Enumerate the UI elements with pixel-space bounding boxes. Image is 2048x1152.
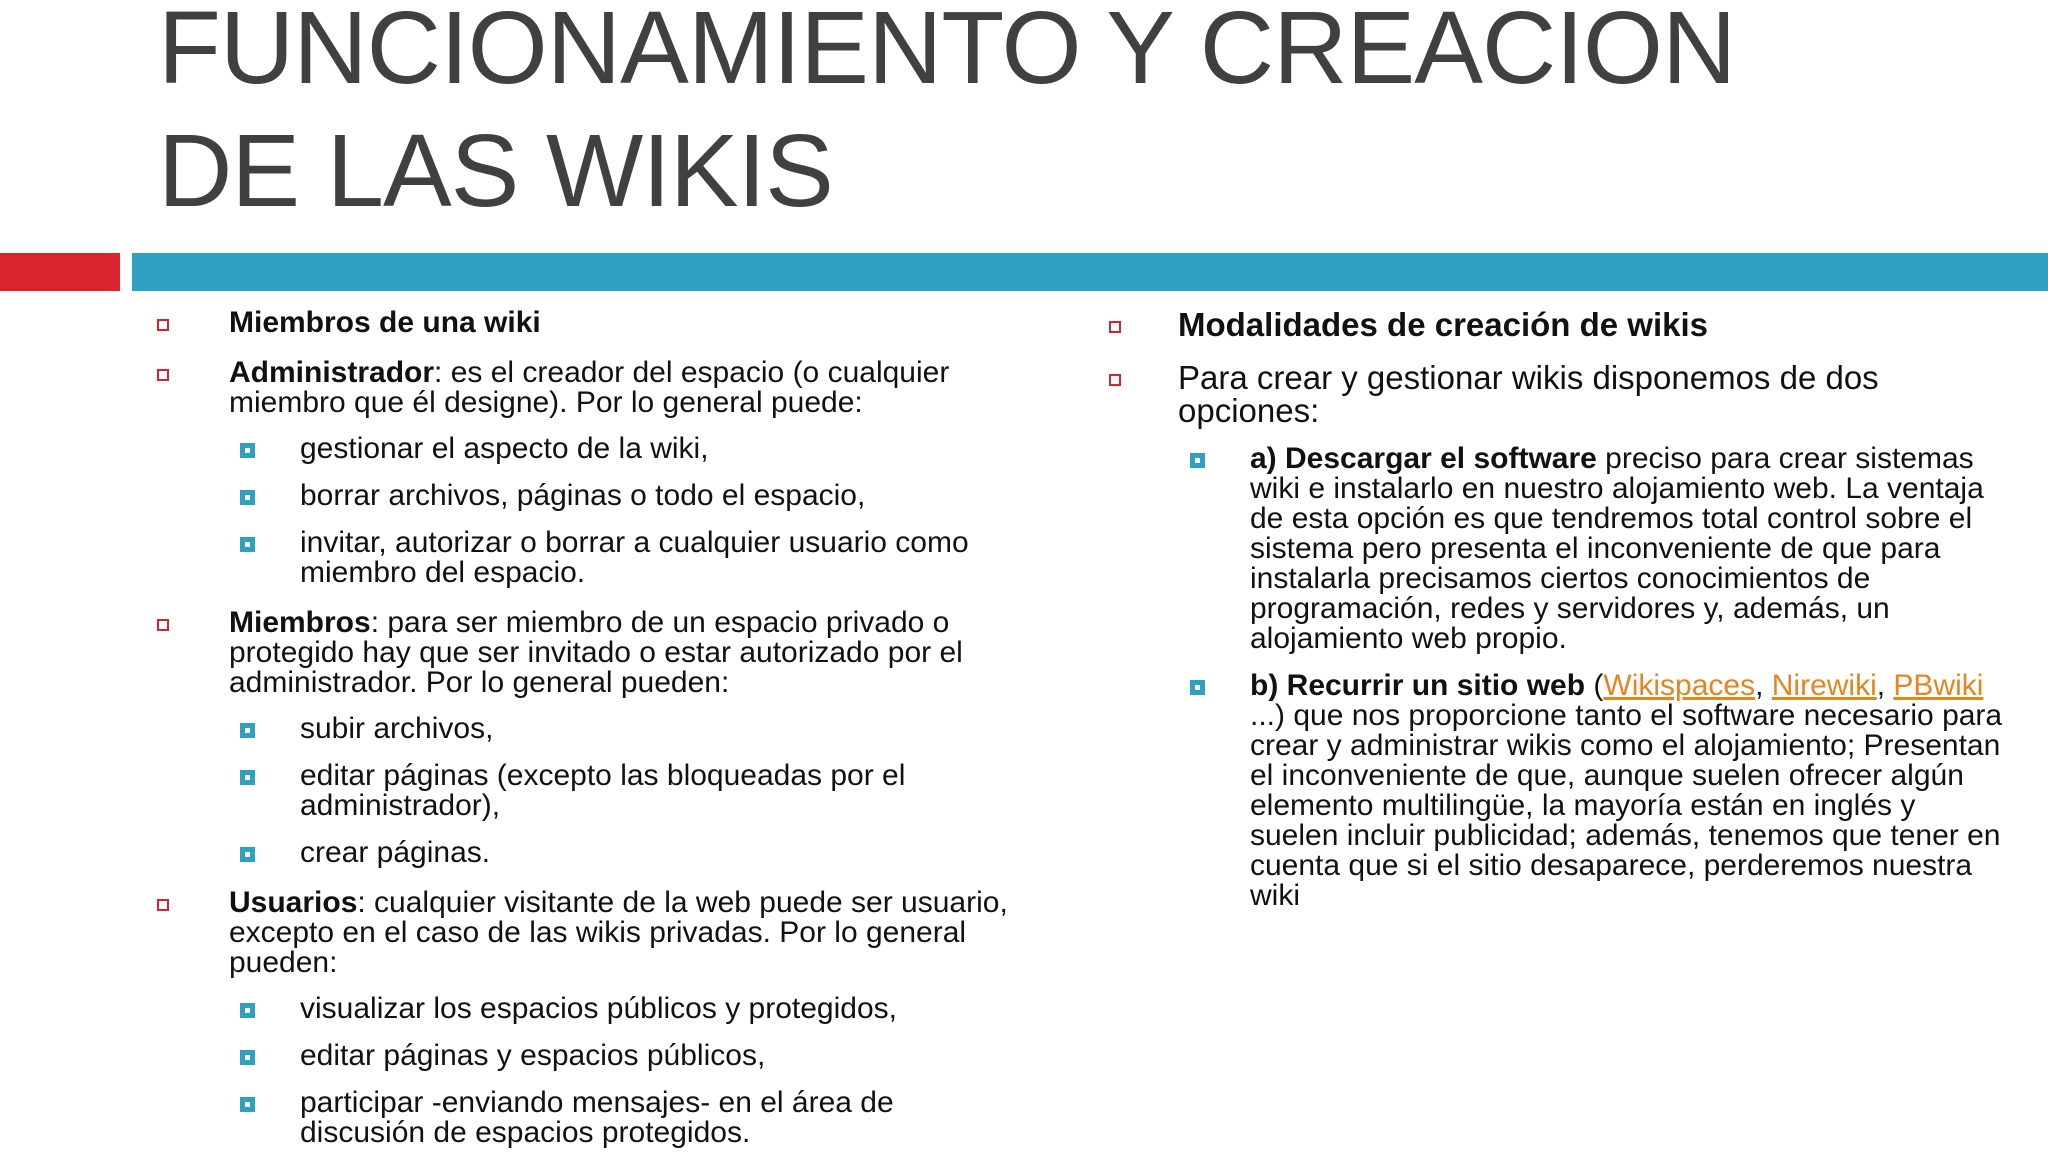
list-item-users — [155, 888, 1015, 978]
sub-item — [155, 481, 1015, 511]
sub-item — [155, 1088, 1015, 1148]
slide-title — [158, 0, 1958, 232]
separator: , — [1755, 669, 1772, 702]
option-b-item — [1105, 671, 2005, 911]
accent-bar-red — [0, 253, 120, 291]
list-item-intro — [1105, 361, 2005, 427]
square-bullet-icon — [1109, 321, 1121, 333]
filled-square-bullet-icon — [240, 443, 255, 458]
square-bullet-icon — [1109, 374, 1121, 386]
users-label: Usuarios — [229, 886, 358, 919]
admin-text: : es el creador del espacio (o cualquier miembro que él designe). Por lo general puede: — [229, 356, 950, 419]
list-item-creation-heading — [1105, 308, 2005, 341]
filled-square-bullet-icon — [1190, 453, 1205, 468]
option-b-open-paren: ( — [1585, 669, 1604, 702]
wikispaces-link[interactable]: Wikispaces — [1603, 669, 1756, 702]
option-b-label: b) Recurrir un sitio web — [1250, 669, 1586, 702]
sub-item-text: editar páginas y espacios públicos, — [300, 1039, 766, 1072]
square-bullet-icon — [157, 619, 169, 631]
sub-item-text: crear páginas. — [300, 836, 491, 869]
list-item-admin — [155, 358, 1015, 418]
list-item-members — [155, 608, 1015, 698]
sub-item-text: invitar, autorizar o borrar a cualquier usuario como miembro del espacio. — [300, 526, 969, 589]
square-bullet-icon — [157, 369, 169, 381]
users-text: : cualquier visitante de la web puede ser usuario, excepto en el caso de las wikis privadas. Por lo general pueden: — [229, 886, 1008, 979]
title-line-1: FUNCIONAMIENTO Y CREACION — [158, 0, 1736, 105]
filled-square-bullet-icon — [240, 1050, 255, 1065]
option-a-label: a) Descargar el software — [1250, 442, 1597, 475]
option-b-text: ...) que nos proporcione tanto el software necesario para crear y administrar wikis como el alojamiento; Presentan el inconveniente de que, aunque suelen ofrecer algún elemento multilingüe, la mayoría están en inglés y suelen incluir publicidad; además, tenemos que tener en cuenta que si el sitio desaparece, perderemos nuestra wiki — [1250, 699, 2003, 912]
separator: , — [1876, 669, 1894, 702]
intro-text: Para crear y gestionar wikis disponemos de dos opciones: — [1178, 359, 1879, 429]
accent-bar-blue — [132, 253, 2048, 291]
members-heading: Miembros de una wiki — [229, 306, 541, 339]
list-item-members-heading — [155, 308, 1015, 338]
option-a-text: preciso para crear sistemas wiki e instalarlo en nuestro alojamiento web. La ventaja de esta opción es que tendremos total control sobre el sistema pero presenta el inconveniente de que para instalarla precisamos ciertos conocimientos de programación, redes y servidores y, además, un alojamiento web propio. — [1250, 442, 1984, 655]
option-a-item — [1105, 444, 2005, 654]
nirewiki-link[interactable]: Nirewiki — [1771, 669, 1877, 702]
title-line-2: DE LAS WIKIS — [158, 113, 833, 228]
filled-square-bullet-icon — [240, 490, 255, 505]
sub-item — [155, 528, 1015, 588]
filled-square-bullet-icon — [240, 1097, 255, 1112]
sub-item — [155, 838, 1015, 868]
filled-square-bullet-icon — [240, 1003, 255, 1018]
sub-item-text: participar -enviando mensajes- en el área de discusión de espacios protegidos. — [300, 1086, 894, 1149]
filled-square-bullet-icon — [1190, 680, 1205, 695]
filled-square-bullet-icon — [240, 537, 255, 552]
right-column — [1105, 304, 2005, 911]
members-text: : para ser miembro de un espacio privado o protegido hay que ser invitado o estar autorizado por el administrador. Por lo general pueden: — [229, 606, 963, 699]
admin-label: Administrador — [229, 356, 435, 389]
sub-item — [155, 714, 1015, 744]
filled-square-bullet-icon — [240, 723, 255, 738]
sub-item — [155, 994, 1015, 1024]
filled-square-bullet-icon — [240, 847, 255, 862]
creation-heading: Modalidades de creación de wikis — [1178, 306, 1709, 343]
sub-item-text: editar páginas (excepto las bloqueadas por el administrador), — [300, 759, 906, 822]
left-column — [155, 304, 1015, 1148]
sub-item-text: subir archivos, — [300, 712, 494, 745]
filled-square-bullet-icon — [240, 770, 255, 785]
sub-item — [155, 434, 1015, 464]
pbwiki-link[interactable]: PBwiki — [1893, 669, 1984, 702]
sub-item-text: gestionar el aspecto de la wiki, — [300, 432, 709, 465]
sub-item — [155, 761, 1015, 821]
members-label: Miembros — [229, 606, 371, 639]
square-bullet-icon — [157, 899, 169, 911]
sub-item-text: borrar archivos, páginas o todo el espacio, — [300, 479, 866, 512]
square-bullet-icon — [157, 319, 169, 331]
sub-item — [155, 1041, 1015, 1071]
sub-item-text: visualizar los espacios públicos y protegidos, — [300, 992, 897, 1025]
